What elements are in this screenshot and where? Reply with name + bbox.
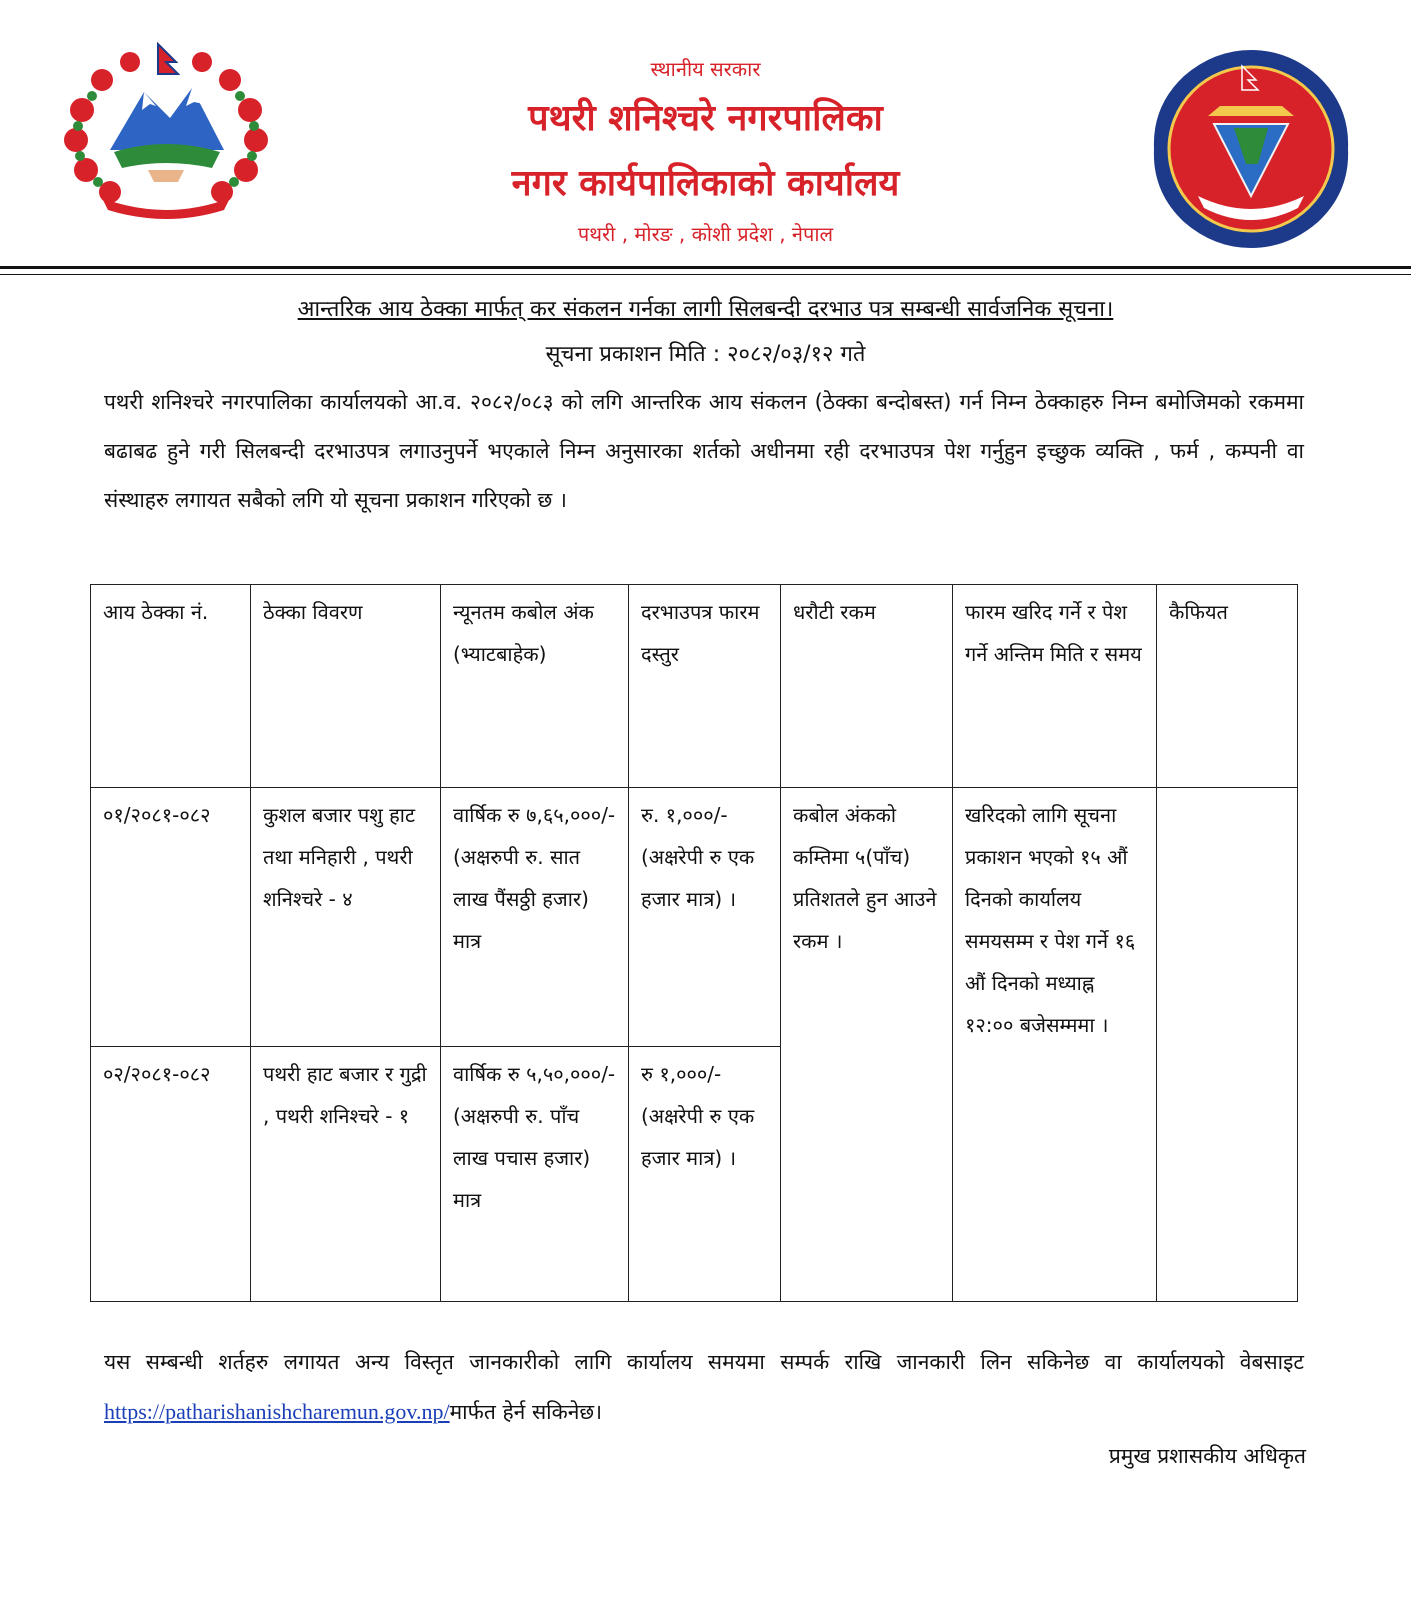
header-remarks: कैफियत bbox=[1157, 585, 1298, 788]
publication-date: सूचना प्रकाशन मिति : २०८२/०३/१२ गते bbox=[545, 342, 866, 367]
contract-no-cell: ०२/२०८१-०८२ bbox=[91, 1047, 251, 1302]
footer-note bbox=[104, 1338, 1304, 1437]
deposit-cell: कबोल अंकको कम्तिमा ५(पाँच) प्रतिशतले हुन आउने रकम । bbox=[781, 788, 953, 1302]
min-bid-cell: वार्षिक रु ५,५०,०००/- (अक्षरुपी रु. पाँच लाख पचास हजार) मात्र bbox=[441, 1047, 629, 1302]
header-min-bid: न्यूनतम कबोल अंक (भ्याटबाहेक) bbox=[441, 585, 629, 788]
signatory-title: प्रमुख प्रशासकीय अधिकृत bbox=[1108, 1444, 1306, 1468]
header-contract-no: आय ठेक्का नं. bbox=[91, 585, 251, 788]
government-level-label: स्थानीय सरकार bbox=[650, 57, 761, 81]
office-address: पथरी , मोरङ , कोशी प्रदेश , नेपाल bbox=[577, 222, 834, 246]
contract-table bbox=[90, 584, 1298, 1302]
office-name: नगर कार्यपालिकाको कार्यालय bbox=[511, 163, 900, 204]
municipality-name: पथरी शनिश्चरे नगरपालिका bbox=[528, 98, 883, 139]
header-divider-thick bbox=[0, 266, 1411, 269]
table-header-row bbox=[91, 585, 1298, 788]
header-divider-thin bbox=[0, 274, 1411, 275]
description-cell: पथरी हाट बजार र गुद्री , पथरी शनिश्चरे - १ bbox=[251, 1047, 441, 1302]
description-cell: कुशल बजार पशु हाट तथा मनिहारी , पथरी शनिश्चरे - ४ bbox=[251, 788, 441, 1047]
header-form-fee: दरभाउपत्र फारम दस्तुर bbox=[629, 585, 781, 788]
notice-intro: पथरी शनिश्चरे नगरपालिका कार्यालयको आ.व. २०८२/०८३ को लगि आन्तरिक आय संकलन (ठेक्का बन्दोबस्त) गर्न निम्न ठेक्काहरु निम्न बमोजिमको रकममा बढाबढ हुने गरी सिलबन्दी दरभाउपत्र लगाउनुपर्ने भएकाले निम्न अनुसारका शर्तको अधीनमा रही दरभाउपत्र पेश गर्नुहुन इच्छुक व्यक्ति , फर्म , कम्पनी वा संस्थाहरु लगायत सबैको लगि यो सूचना प्रकाशन गरिएको छ । bbox=[104, 390, 1304, 512]
municipality-seal-icon bbox=[1148, 46, 1354, 252]
remarks-cell bbox=[1157, 788, 1298, 1302]
deadline-cell: खरिदको लागि सूचना प्रकाशन भएको १५ औं दिनको कार्यालय समयसम्म र पेश गर्ने १६ औं दिनको मध्याह्न १२:०० बजेसम्ममा । bbox=[953, 788, 1157, 1302]
header-deadline: फारम खरिद गर्ने र पेश गर्ने अन्तिम मिति र समय bbox=[953, 585, 1157, 788]
contract-no-cell: ०१/२०८१-०८२ bbox=[91, 788, 251, 1047]
footer-text: यस सम्बन्धी शर्तहरु लगायत अन्य विस्तृत जानकारीको लागि कार्यालय समयमा सम्पर्क राखि जानकारी लिन सकिनेछ वा कार्यालयको वेबसाइट bbox=[104, 1350, 1304, 1374]
header-deposit: धरौटी रकम bbox=[781, 585, 953, 788]
notice-title: आन्तरिक आय ठेक्का मार्फत् कर संकलन गर्नका लागी सिलबन्दी दरभाउ पत्र सम्बन्धी सार्वजनिक सूचना। bbox=[297, 297, 1114, 322]
header-description: ठेक्का विवरण bbox=[251, 585, 441, 788]
form-fee-cell: रु. १,०००/- (अक्षरेपी रु एक हजार मात्र) । bbox=[629, 788, 781, 1047]
form-fee-cell: रु १,०००/- (अक्षरेपी रु एक हजार मात्र) । bbox=[629, 1047, 781, 1302]
min-bid-cell: वार्षिक रु ७,६५,०००/- (अक्षरुपी रु. सात लाख पैंसठ्ठी हजार) मात्र bbox=[441, 788, 629, 1047]
website-link[interactable]: https://patharishanishcharemun.gov.np/ bbox=[104, 1399, 450, 1424]
footer-text-end: मार्फत हेर्न सकिनेछ। bbox=[449, 1400, 603, 1424]
table-row bbox=[91, 788, 1298, 1047]
